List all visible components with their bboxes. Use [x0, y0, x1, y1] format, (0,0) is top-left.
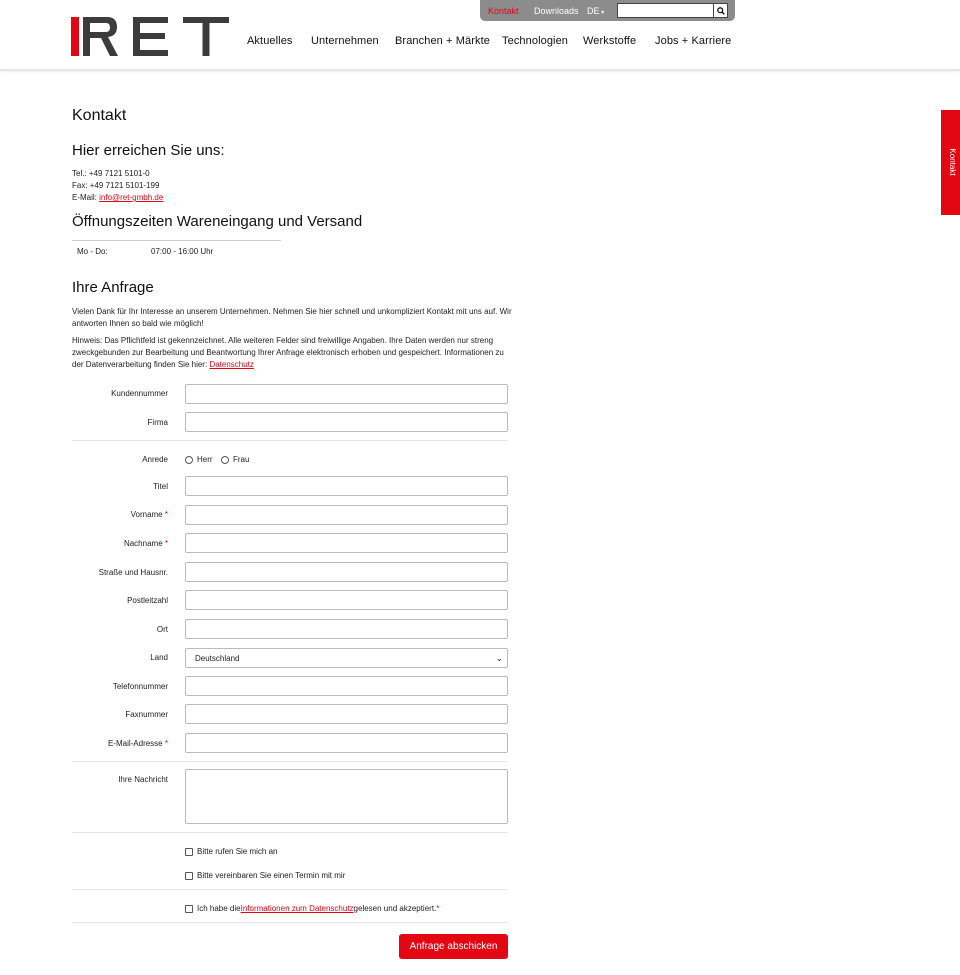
radio-herr[interactable] [185, 455, 213, 464]
form-divider [72, 889, 508, 890]
hours-heading: Öffnungszeiten Wareneingang und Versand [72, 213, 363, 230]
form-divider [72, 440, 508, 441]
inquiry-heading: Ihre Anfrage [72, 279, 154, 296]
nachname-label [68, 539, 168, 548]
nachname-field[interactable] [185, 533, 508, 553]
email-field[interactable] [185, 733, 508, 753]
titel-label: Titel [153, 482, 168, 491]
nav-aktuelles[interactable]: Aktuelles [247, 35, 293, 47]
radio-herr-label: Herr [197, 455, 213, 464]
privacy-link[interactable]: Informationen zum Datenschutz [240, 904, 354, 913]
nachname-text: Nachname [123, 539, 163, 548]
telefon-label: Telefonnummer [112, 682, 168, 691]
vorname-field[interactable] [185, 505, 508, 525]
checkbox-appointment[interactable] [185, 871, 345, 880]
search-icon [717, 7, 725, 15]
checkbox-call-me[interactable] [185, 847, 277, 856]
ort-label: Ort [156, 625, 168, 634]
kundennummer-field[interactable] [185, 384, 508, 404]
nav-jobs-karriere[interactable]: Jobs + Karriere [655, 35, 732, 47]
vorname-text: Vorname [130, 510, 163, 519]
land-selected-value: Deutschland [195, 653, 240, 663]
nav-technologien[interactable]: Technologien [502, 35, 569, 47]
ort-field[interactable] [185, 619, 508, 639]
phone-text: Tel.: +49 7121 5101-0 [72, 169, 150, 178]
fax-text: Fax: +49 7121 5101-199 [72, 181, 160, 190]
fax-label: Faxnummer [125, 710, 168, 719]
checkbox-appointment-label: Bitte vereinbaren Sie einen Termin mit mir [197, 871, 346, 880]
hours-table [72, 240, 281, 262]
vorname-label [68, 510, 168, 519]
ret-logo[interactable] [71, 17, 229, 56]
radio-circle[interactable] [185, 456, 193, 464]
page-title: Kontakt [72, 107, 127, 124]
email-link[interactable]: info@ret-gmbh.de [99, 193, 164, 202]
nachricht-textarea[interactable] [185, 769, 508, 824]
nav-werkstoffe[interactable]: Werkstoffe [583, 35, 637, 47]
hours-time: 07:00 - 16:00 Uhr [151, 247, 214, 256]
land-select[interactable] [185, 648, 508, 668]
telefon-field[interactable] [185, 676, 508, 696]
hours-day: Mo - Do: [77, 247, 108, 256]
checkbox-call-me-label: Bitte rufen Sie mich an [197, 847, 278, 856]
caret-down-icon: ▾ [599, 10, 605, 16]
topbar-downloads-link[interactable]: Downloads [534, 6, 579, 16]
plz-field[interactable] [185, 590, 508, 610]
required-mark: * [164, 539, 168, 548]
search-input[interactable] [617, 3, 728, 18]
search-button[interactable] [713, 4, 727, 17]
privacy-post: gelesen und akzeptiert. [353, 904, 437, 913]
checkbox-box[interactable] [185, 872, 193, 880]
radio-frau[interactable] [221, 455, 249, 464]
nav-unternehmen[interactable]: Unternehmen [311, 35, 379, 47]
side-tab-label: Kontakt [948, 148, 957, 176]
radio-frau-label: Frau [233, 455, 250, 464]
required-mark: * [164, 510, 168, 519]
utility-bar [480, 0, 735, 21]
form-divider [72, 761, 508, 762]
required-mark: * [164, 739, 168, 748]
strasse-label: Straße und Hausnr. [98, 568, 168, 577]
language-label: DE [587, 6, 600, 16]
kundennummer-label: Kundennummer [111, 389, 168, 398]
email-line [72, 192, 163, 204]
nav-branchen-maerkte[interactable]: Branchen + Märkte [395, 35, 490, 47]
privacy-pre: Ich habe die [197, 904, 241, 913]
notice-text [72, 335, 512, 371]
checkbox-box[interactable] [185, 848, 193, 856]
land-label: Land [150, 653, 168, 662]
topbar-kontakt-link[interactable]: Kontakt [488, 6, 519, 16]
submit-button[interactable]: Anfrage abschicken [399, 934, 508, 959]
firma-label: Firma [147, 418, 168, 427]
datenschutz-link[interactable]: Datenschutz [209, 360, 254, 369]
site-header [0, 0, 960, 70]
nachricht-label: Ihre Nachricht [118, 775, 168, 784]
notice-body: Hinweis: Das Pflichtfeld ist gekennzeichnet. Alle weiteren Felder sind freiwillige Angaben. Ihre Daten werden nur streng zweckgebunden zur Bearbeitung und Beantwortung Ihrer Anfrage elektronisch erhoben und gespeichert. Informationen zu der Datenverarbeitung finden Sie hier: [72, 336, 504, 369]
checkbox-privacy[interactable] [185, 904, 439, 913]
strasse-field[interactable] [185, 562, 508, 582]
form-divider [72, 832, 508, 833]
language-selector[interactable] [587, 6, 604, 16]
required-mark: * [436, 904, 440, 913]
form-divider [72, 922, 508, 923]
anrede-label: Anrede [142, 455, 168, 464]
fax-field[interactable] [185, 704, 508, 724]
firma-field[interactable] [185, 412, 508, 432]
plz-label: Postleitzahl [127, 596, 168, 605]
reach-heading: Hier erreichen Sie uns: [72, 142, 225, 159]
kontakt-side-tab[interactable] [941, 110, 960, 215]
chevron-down-icon: ⌄ [495, 653, 503, 663]
email-field-text: E-Mail-Adresse [107, 739, 163, 748]
checkbox-box[interactable] [185, 905, 193, 913]
email-field-label [68, 739, 168, 748]
email-label: E-Mail: [72, 193, 100, 202]
titel-field[interactable] [185, 476, 508, 496]
contact-details [72, 168, 163, 204]
intro-text: Vielen Dank für Ihr Interesse an unserem Unternehmen. Nehmen Sie hier schnell und unkompliziert Kontakt mit uns auf. Wir antworten Ihnen so bald wie möglich! [72, 307, 512, 328]
radio-circle[interactable] [221, 456, 229, 464]
